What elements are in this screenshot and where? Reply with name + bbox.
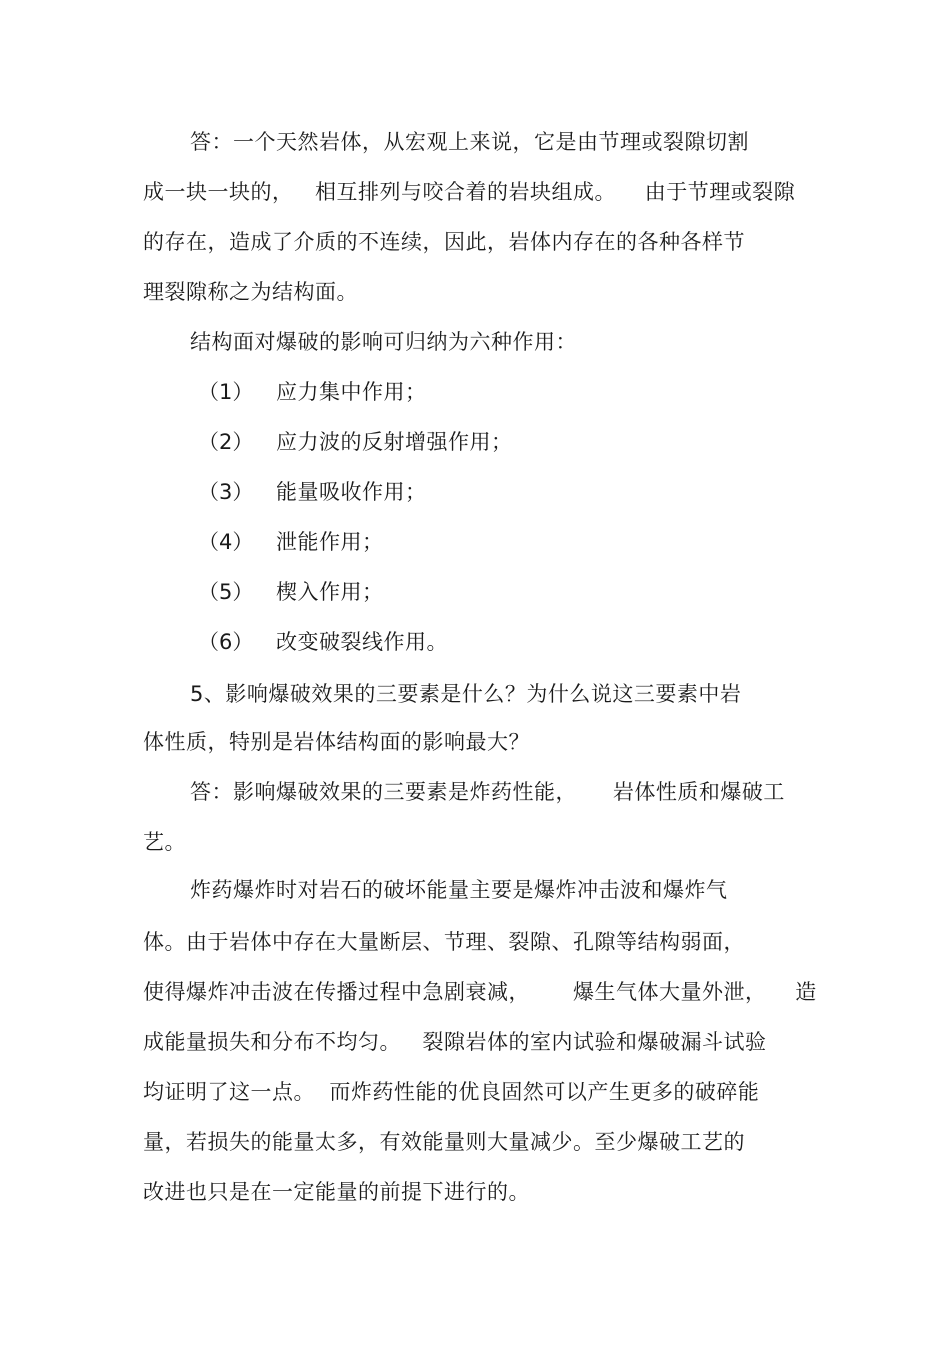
list-item-number: （2） xyxy=(198,430,254,454)
answer5-line-2: 艺。 xyxy=(143,830,186,854)
explanation-line-3: 使得爆炸冲击波在传播过程中急剧衰减， 爆生气体大量外泄， 造 xyxy=(143,980,817,1004)
list-item-text: 应力波的反射增强作用； xyxy=(276,430,513,454)
answer1-line-3: 的存在，造成了介质的不连续，因此，岩体内存在的各种各样节 xyxy=(143,230,745,254)
list-item-text: 楔入作用； xyxy=(276,580,384,604)
answer1-line-2: 成一块一块的， 相互排列与咬合着的岩块组成。 由于节理或裂隙 xyxy=(143,180,796,204)
explanation-line-4: 成能量损失和分布不均匀。 裂隙岩体的室内试验和爆破漏斗试验 xyxy=(143,1030,767,1054)
answer1-line-4: 理裂隙称之为结构面。 xyxy=(143,280,358,304)
explanation-line-1: 炸药爆炸时对岩石的破坏能量主要是爆炸冲击波和爆炸气 xyxy=(190,878,728,902)
answer1-line-1: 答：一个天然岩体，从宏观上来说，它是由节理或裂隙切割 xyxy=(190,130,749,154)
explanation-line-5: 均证明了这一点。 而炸药性能的优良固然可以产生更多的破碎能 xyxy=(143,1080,760,1104)
explanation-line-6: 量，若损失的能量太多，有效能量则大量减少。至少爆破工艺的 xyxy=(143,1130,745,1154)
list-item-number: （3） xyxy=(198,480,254,504)
answer5-line-1: 答：影响爆破效果的三要素是炸药性能， 岩体性质和爆破工 xyxy=(190,780,785,804)
explanation-line-7: 改进也只是在一定能量的前提下进行的。 xyxy=(143,1180,530,1204)
list-item-text: 应力集中作用； xyxy=(276,380,427,404)
list-item-number: （5） xyxy=(198,580,254,604)
list-item-number: （6） xyxy=(198,630,254,654)
question5-line-1: 5、影响爆破效果的三要素是什么？为什么说这三要素中岩 xyxy=(190,682,742,706)
question5-line-2: 体性质，特别是岩体结构面的影响最大？ xyxy=(143,730,530,754)
list-item-number: （1） xyxy=(198,380,254,404)
effects-intro: 结构面对爆破的影响可归纳为六种作用： xyxy=(190,330,577,354)
list-item-number: （4） xyxy=(198,530,254,554)
list-item-text: 泄能作用； xyxy=(276,530,384,554)
list-item-text: 改变破裂线作用。 xyxy=(276,630,448,654)
explanation-line-2: 体。由于岩体中存在大量断层、节理、裂隙、孔隙等结构弱面， xyxy=(143,930,745,954)
list-item-text: 能量吸收作用； xyxy=(276,480,427,504)
